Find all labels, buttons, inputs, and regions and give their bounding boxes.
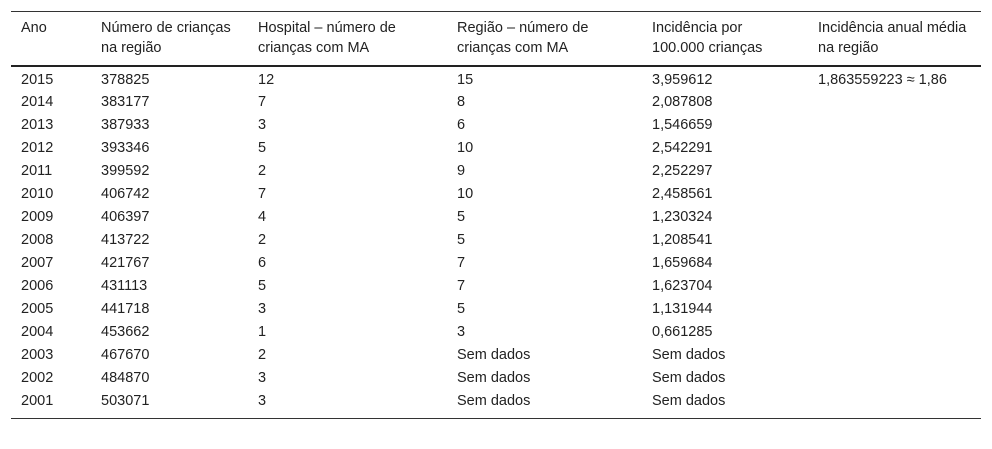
cell-annual-mean [808, 114, 981, 137]
cell-incidence: 1,546659 [652, 117, 713, 133]
table-row [11, 344, 981, 367]
cell-hospital-ma: 3 [258, 301, 267, 317]
cell-year: 2005 [21, 301, 54, 317]
cell-incidence: 2,087808 [652, 94, 713, 110]
cell-incidence: 0,661285 [652, 324, 713, 340]
cell-annual-mean [808, 206, 981, 229]
cell-region-ma: 10 [457, 140, 474, 156]
table-row [11, 390, 981, 419]
header-incidence-per-100k: Incidência por 100.000 crianças [652, 20, 763, 56]
cell-region-ma: 5 [457, 301, 466, 317]
cell-hospital-ma: 3 [258, 117, 267, 133]
cell-hospital-ma: 1 [258, 324, 267, 340]
cell-year: 2001 [21, 393, 54, 409]
cell-hospital-ma: 7 [258, 94, 267, 110]
data-table-container [11, 11, 981, 419]
cell-incidence: 1,208541 [652, 232, 713, 248]
cell-annual-mean [808, 91, 981, 114]
cell-hospital-ma: 3 [258, 370, 267, 386]
cell-incidence: 1,659684 [652, 255, 713, 271]
cell-incidence: 1,623704 [652, 278, 713, 294]
cell-region-ma: 7 [457, 278, 466, 294]
cell-year: 2014 [21, 94, 54, 110]
cell-incidence: 1,230324 [652, 209, 713, 225]
table-row [11, 114, 981, 137]
cell-annual-mean [808, 390, 981, 419]
table-row [11, 91, 981, 114]
cell-year: 2008 [21, 232, 54, 248]
header-annual-mean-incidence: Incidência anual média na região [818, 20, 967, 56]
header-year: Ano [21, 20, 47, 36]
cell-annual-mean [808, 275, 981, 298]
cell-children-in-region: 393346 [101, 140, 150, 156]
cell-incidence: 3,959612 [652, 72, 713, 88]
cell-year: 2011 [21, 163, 53, 179]
table-row [11, 298, 981, 321]
cell-year: 2004 [21, 324, 54, 340]
cell-year: 2013 [21, 117, 54, 133]
cell-annual-mean: 1,863559223 ≈ 1,86 [818, 72, 947, 88]
cell-incidence: 2,252297 [652, 163, 713, 179]
cell-incidence: Sem dados [652, 347, 726, 363]
cell-incidence: 2,542291 [652, 140, 713, 156]
cell-year: 2009 [21, 209, 54, 225]
cell-children-in-region: 406397 [101, 209, 150, 225]
cell-children-in-region: 467670 [101, 347, 150, 363]
cell-year: 2015 [21, 72, 54, 88]
cell-hospital-ma: 2 [258, 347, 267, 363]
cell-children-in-region: 484870 [101, 370, 150, 386]
cell-hospital-ma: 5 [258, 278, 267, 294]
cell-children-in-region: 378825 [101, 72, 150, 88]
cell-region-ma: 10 [457, 186, 474, 202]
cell-region-ma: 5 [457, 209, 466, 225]
cell-annual-mean [808, 252, 981, 275]
cell-children-in-region: 503071 [101, 393, 150, 409]
table-row [11, 252, 981, 275]
table-row [11, 367, 981, 390]
cell-hospital-ma: 7 [258, 186, 267, 202]
cell-hospital-ma: 12 [258, 72, 275, 88]
cell-incidence: Sem dados [652, 393, 726, 409]
cell-children-in-region: 406742 [101, 186, 150, 202]
cell-region-ma: 6 [457, 117, 466, 133]
table-row [11, 183, 981, 206]
cell-children-in-region: 399592 [101, 163, 150, 179]
cell-annual-mean [808, 321, 981, 344]
cell-hospital-ma: 4 [258, 209, 267, 225]
cell-children-in-region: 383177 [101, 94, 150, 110]
cell-hospital-ma: 3 [258, 393, 267, 409]
table-header [11, 12, 981, 67]
cell-incidence: 2,458561 [652, 186, 713, 202]
cell-region-ma: 9 [457, 163, 466, 179]
cell-annual-mean [808, 367, 981, 390]
table-row [11, 321, 981, 344]
cell-hospital-ma: 2 [258, 163, 267, 179]
incidence-table [11, 11, 981, 419]
cell-children-in-region: 421767 [101, 255, 150, 271]
cell-children-in-region: 441718 [101, 301, 150, 317]
cell-year: 2003 [21, 347, 54, 363]
cell-region-ma: 3 [457, 324, 466, 340]
table-row [11, 206, 981, 229]
cell-incidence: 1,131944 [652, 301, 713, 317]
cell-hospital-ma: 5 [258, 140, 267, 156]
table-row [11, 66, 981, 91]
cell-year: 2006 [21, 278, 54, 294]
cell-annual-mean [808, 137, 981, 160]
header-children-in-region: Número de crianças na região [101, 20, 231, 56]
cell-incidence: Sem dados [652, 370, 726, 386]
cell-region-ma: 7 [457, 255, 466, 271]
table-row [11, 137, 981, 160]
header-region-ma-count: Região – número de crianças com MA [457, 20, 589, 56]
cell-children-in-region: 413722 [101, 232, 150, 248]
cell-region-ma: Sem dados [457, 347, 531, 363]
table-row [11, 275, 981, 298]
cell-year: 2007 [21, 255, 54, 271]
cell-children-in-region: 453662 [101, 324, 150, 340]
cell-region-ma: Sem dados [457, 393, 531, 409]
table-row [11, 160, 981, 183]
header-row [11, 12, 981, 67]
cell-year: 2012 [21, 140, 54, 156]
cell-year: 2010 [21, 186, 54, 202]
table-body [11, 66, 981, 419]
cell-region-ma: 15 [457, 72, 474, 88]
cell-region-ma: 5 [457, 232, 466, 248]
cell-annual-mean [808, 344, 981, 367]
cell-year: 2002 [21, 370, 54, 386]
table-row [11, 229, 981, 252]
cell-children-in-region: 387933 [101, 117, 150, 133]
header-hospital-ma-count: Hospital – número de crianças com MA [258, 20, 396, 56]
cell-region-ma: 8 [457, 94, 466, 110]
cell-annual-mean [808, 160, 981, 183]
cell-region-ma: Sem dados [457, 370, 531, 386]
cell-children-in-region: 431113 [101, 278, 148, 294]
cell-annual-mean [808, 183, 981, 206]
cell-hospital-ma: 6 [258, 255, 267, 271]
cell-hospital-ma: 2 [258, 232, 267, 248]
cell-annual-mean [808, 298, 981, 321]
cell-annual-mean [808, 229, 981, 252]
